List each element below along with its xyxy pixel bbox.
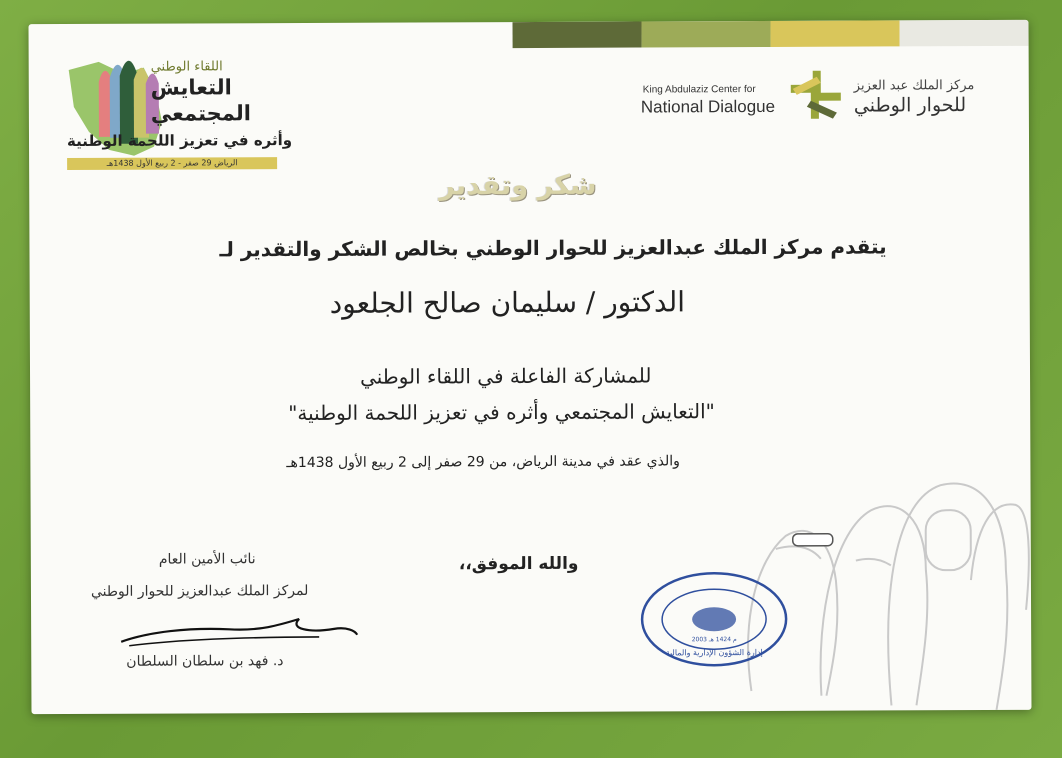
event-name: "التعايش المجتمعي وأثره في تعزيز اللحمة الوطنية" [288,399,715,426]
signatory-name: د. فهد بن سلطان السلطان [126,653,284,670]
event-subtitle: وأثره في تعزيز اللحمة الوطنية [66,131,293,151]
event-title-line: التعايش [150,75,232,100]
handwritten-signature [119,605,359,656]
event-title-line: المجتمعي [150,101,252,126]
closing-text: والله الموفق،، [458,553,579,575]
intro-text: يتقدم مركز الملك عبدالعزيز للحوار الوطني بخالص الشكر والتقدير لـ [219,234,887,262]
signatory-organization: لمركز الملك عبدالعزيز للحوار الوطني [90,582,309,600]
center-name-en-small: King Abdulaziz Center for [642,84,756,96]
center-name-ar: للحوار الوطني [853,94,967,117]
official-stamp [639,569,789,670]
event-label: اللقاء الوطني [150,59,223,75]
bar-segment-light [899,20,1028,47]
bar-segment-olive [512,22,641,49]
certificate-paper [28,20,1031,714]
participation-text: للمشاركة الفاعلة في اللقاء الوطني [359,363,652,389]
center-logo-icon [787,67,845,123]
stamp-year: 2003 م 1424 هـ [691,636,737,644]
certificate-title: شكر وتقدير [439,169,597,202]
stamp-text: إدارة الشؤون الإدارية والمالية [665,647,763,658]
top-color-bar [512,20,1028,48]
bar-segment-green [641,21,770,48]
center-name-en: National Dialogue [640,96,776,117]
signatory-title: نائب الأمين العام [158,551,256,568]
bar-segment-gold [770,20,899,47]
recipient-name: الدكتور / سليمان صالح الجلعود [329,285,686,320]
event-details: والذي عقد في مدينة الرياض، من 29 صفر إلى 2 ربيع الأول 1438هـ [286,453,680,472]
center-name-ar-small: مركز الملك عبد العزيز [853,78,975,94]
event-date-strip: الرياض 29 صفر - 2 ربيع الأول 1438هـ [67,157,277,170]
